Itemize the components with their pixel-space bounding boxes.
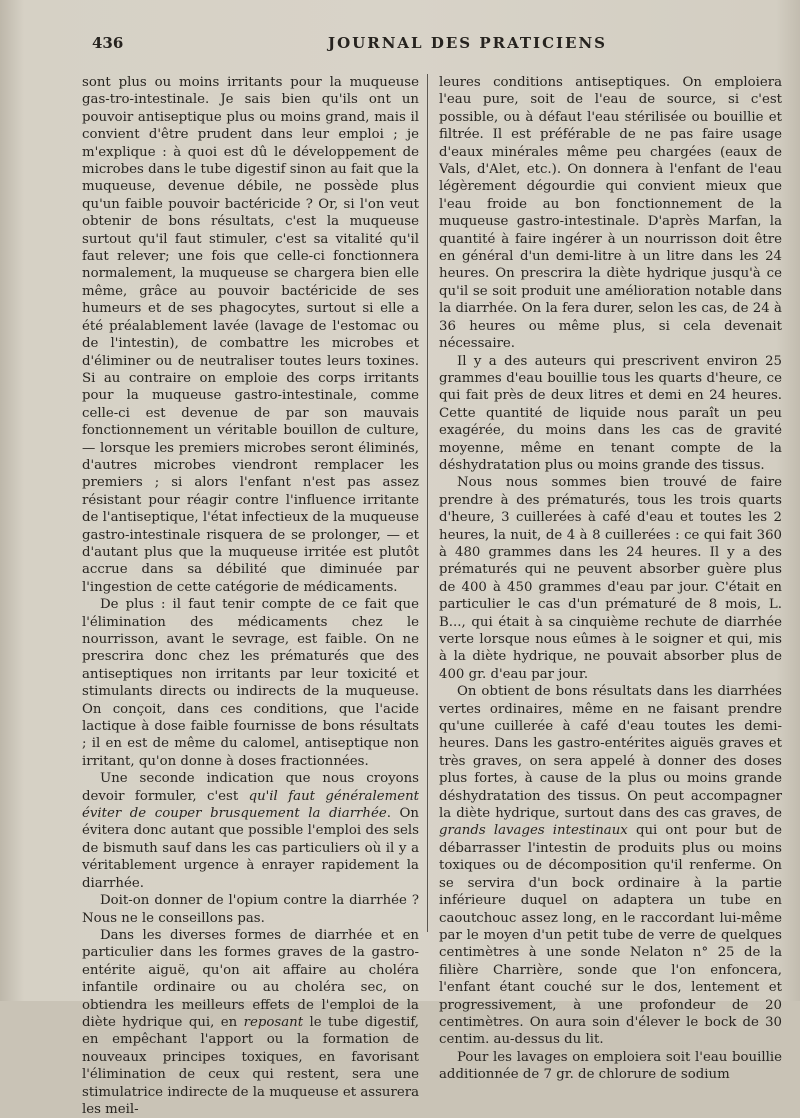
left-paragraph-2: De plus : il faut tenir compte de ce fait que l'élimination des médicaments chez le nourrisson, avant le sevrage, est faible. On ne prescrira donc chez les prématurés que des antiseptiques non irritants par leur toxicité et stimulants directs ou indirects de la muqueuse. On conçoit, dans ces conditions, que l'acide lactique à dose faible fournisse de bons résultats ; il en est de même du calomel, antiseptique non irritant, qu'on donne à doses fractionnées. (82, 597, 419, 769)
right-paragraph-2: Il y a des auteurs qui prescrivent environ 25 grammes d'eau bouillie tous les quarts d'heure, ce qui fait près de deux litres et demi en 24 heures. Cette quantité de liquide nous paraît un peu exagérée, du moins dans les cas de gravité moyenne, même en tenant compte de la déshydratation plus ou moins grande des tissus. (439, 353, 782, 473)
left-paragraph-3-emphasis: qu'il faut généralement éviter de couper brusquement la diarrhée (82, 788, 419, 822)
right-paragraph-3: Nous nous sommes bien trouvé de faire prendre à des prématurés, tous les trois quarts d'heure, 3 cuillerées à café d'eau et toutes les 2 heures, la nuit, de 4 à 8 cuillerées : ce qui fait 360 à 480 grammes dans les 24 heures. Il y a des prématurés qui ne peuvent absorber guère plus de 400 à 450 grammes d'eau par jour. C'était en particulier le cas d'un prématuré de 8 mois, L. B..., qui était à sa cinquième rechute de diarrhée verte lorsque nous eûmes à le soigner et qui, mis à la diète hydrique, ne pouvait absorber plus de 400 gr. d'eau par jour. (439, 475, 782, 682)
left-paragraph-3-end: . On évitera donc autant que possible l'emploi des sels de bismuth sauf dans les cas particuliers où il y a véritablement urgence à enrayer rapidement la diarrhée. (82, 806, 419, 891)
right-paragraph-4-emphasis: grands lavages intestinaux (439, 823, 628, 839)
right-paragraph-4-start: On obtient de bons résultats dans les diarrhées vertes ordinaires, même en ne faisant prendre qu'une cuillerée à café d'eau toutes les demi-heures. Dans les gastro-entérites aiguës graves et très graves, on sera appelé à donner des doses plus fortes, à cause de la plus ou moins grande déshydratation des tissus. On peut accompagner la diète hydrique, surtout dans des cas graves, de (439, 684, 782, 822)
left-paragraph-4: Doit-on donner de l'opium contre la diarrhée ? Nous ne le conseillons pas. (82, 893, 419, 926)
left-paragraph-5 (82, 927, 419, 1118)
left-paragraph-3 (82, 770, 419, 892)
left-column (82, 74, 419, 1118)
left-paragraph-5-emphasis: reposant (243, 1014, 304, 1030)
right-column (439, 74, 782, 1084)
right-paragraph-4-end: qui ont pour but de débarrasser l'intestin de produits plus ou moins toxiques ou de décomposition qu'il renferme. On se servira d'un bock ordinaire à la partie inférieure duquel on adaptera un tube en caoutchouc assez long, en le raccordant lui-même par le moyen d'un petit tube de verre de quelques centimètres à une sonde Nelaton n° 25 de la filière Charrière, sonde que l'on enfoncera, l'enfant étant couché sur le dos, lentement et progressivement, à une profondeur de 20 centimètres. On aura soin d'élever le bock de 30 centim. au-dessus du lit. (439, 823, 782, 1048)
column-divider (427, 74, 428, 932)
page-header (88, 34, 794, 56)
left-paragraph-3-start: Une seconde indication que nous croyons devoir formuler, c'est (82, 771, 419, 804)
right-paragraph-5: Pour les lavages on emploiera soit l'eau bouillie additionnée de 7 gr. de chlorure de sodium (439, 1049, 782, 1083)
right-paragraph-4 (439, 683, 782, 1049)
right-paragraph-1: leures conditions antiseptiques. On emploiera l'eau pure, soit de l'eau de source, si c'est possible, ou à défaut l'eau stérilisée ou bouillie et filtrée. Il est préférable de ne pas faire usage d'eaux minérales même peu chargées (eaux de Vals, d'Alet, etc.). On donnera à l'enfant de l'eau légèrement dégourdie qui convient mieux que l'eau froide au bon fonctionnement de la muqueuse gastro-intestinale. D'après Marfan, la quantité à faire ingérer à un nourrisson doit être en général d'un demi-litre à un litre dans les 24 heures. On prescrira la diète hydrique jusqu'à ce qu'il se soit produit une amélioration notable dans la diarrhée. On la fera durer, selon les cas, de 24 à 36 heures ou même plus, si cela devenait nécessaire. (439, 75, 782, 352)
journal-title: JOURNAL DES PRATICIENS (328, 34, 607, 52)
left-paragraph-5-start: Dans les diverses formes de diarrhée et en particulier dans les formes graves de la gastro-entérite aiguë, qu'on ait affaire au choléra infantile ordinaire ou au choléra sec, on obtiendra les meilleurs effets de l'emploi de la diète hydrique qui, en (82, 927, 419, 1030)
left-paragraph-5-end: le tube digestif, en empêchant l'apport ou la formation de nouveaux principes toxiques, en favorisant l'élimination de ceux qui restent, sera une stimulatrice indirecte de la muqueuse et assurera les meil- (82, 1014, 419, 1117)
page-number: 436 (92, 34, 124, 52)
left-paragraph-1: sont plus ou moins irritants pour la muqueuse gas-tro-intestinale. Je sais bien qu'ils ont un pouvoir antiseptique plus ou moins grand, mais il convient d'être prudent dans leur emploi ; je m'explique : à quoi est dû le développement de microbes dans le tube digestif sinon au fait que la muqueuse, devenue débile, ne possède plus qu'un faible pouvoir bactéricide ? Or, si l'on veut obtenir de bons résultats, c'est la muqueuse surtout qu'il faut stimuler, c'est sa vitalité qu'il faut relever; une fois que celle-ci fonctionnera normalement, la muqueuse se chargera bien elle même, grâce au pouvoir bactéricide de ses humeurs et de ses phagocytes, surtout si elle a été préalablement lavée (lavage de l'estomac ou de l'intestin), de combattre les microbes et d'éliminer ou de neutraliser toutes leurs toxines. Si au contraire on emploie des corps irritants pour la muqueuse gastro-intestinale, comme celle-ci est devenue de par son mauvais fonctionnement un véritable bouillon de culture, — lorsque les premiers microbes seront éliminés, d'autres microbes viendront remplacer les premiers ; si alors l'enfant n'est pas assez résistant pour réagir contre l'influence irritante de l'antiseptique, l'état infectieux de la muqueuse gastro-intestinale risquera de se prolonger, — et d'autant plus que la muqueuse irritée est plutôt accrue dans sa débilité que diminuée par l'ingestion de cette catégorie de médicaments. (82, 75, 419, 595)
